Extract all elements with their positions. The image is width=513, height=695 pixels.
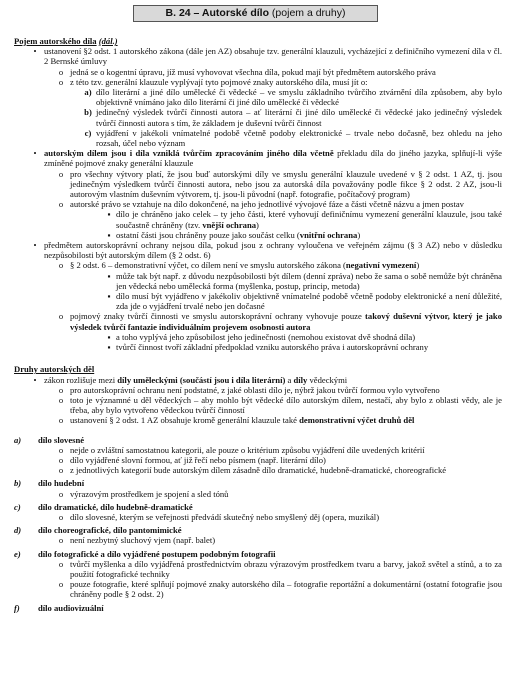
list-item: b) jedinečný výsledek tvůrčí činnosti autora – ať literární či jiné dílo umělecké či vědecké jako jedinečný výsledek tvůrčí činnosti autora s tím, že základem je duševní tvůrčí činnost [84,107,502,128]
section-heading-kinds: Druhy autorských děl [14,364,95,375]
list-item: c) vyjádření v jakékoli vnímatelné podobě včetně podoby elektronické – trvale nebo dočasně, bez ohledu na jeho rozsah, účel nebo význam [84,127,502,149]
kind-heading: f) dílo audiovizuální [14,602,104,613]
list-item: o § 2 odst. 6 – demonstrativní výčet, co dílem není ve smyslu autorského zákona (negativní vymezení) [58,260,420,271]
list-item: o z jednotlivých kategorií bude autorským dílem zásadně dílo dramatické, hudebně-dramatické, choreografické [58,465,447,476]
title-suffix: (pojem a druhy) [269,7,346,19]
list-item: ▪ dílo je chráněno jako celek – ty jeho části, které vyhovují definičnímu vymezení generální klauzule, jsou také součastně chráněny (tzv. vnější ochrana) [107,209,502,230]
list-item: o z této tzv. generální klauzule vyplývají tyto pojmové znaky autorského díla, musí jít o: [58,76,368,87]
list-item: o pro autorskoprávní ochranu není podstatné, z jaké oblasti dílo je, nýbrž jakou tvůrčí formou vylo vytvořeno [58,384,440,395]
list-item: o pro všechny výtvory platí, že jsou buď autorskými díly ve smyslu generální klauzule uvedené v § 2 odst. 1 AZ, tj. jsou jedinečným výsledkem tvůrčí činnosti autora, nebo jsou za autorská díla považovány podle fikce § 2 odst. 2 AZ, jsou-li autorovým vlastním duševním výtvorem, tj. jsou-li původní (např. fotografie, počítačový program) [58,168,502,200]
list-item: o není nezbytný sluchový vjem (např. balet) [58,535,216,546]
kinds-list [14,435,502,613]
kind-heading: d) dílo choreografické, dílo pantomimické [14,525,182,536]
list-item: o autorské právo se vztahuje na dílo dokončené, na jeho jednotlivé vývojové fáze a části včetně názvu a jmen postav [58,199,464,210]
kind-heading: a) dílo slovesné [14,434,85,445]
list-item: o jedná se o kogentní úpravu, jíž musí vyhovovat všechna díla, pokud mají být předmětem autorského práva [58,66,436,77]
list-item: o ustanovení § 2 odst. 1 AZ obsahuje kromě generální klauzule také demonstrativní výčet druhů děl [58,415,415,426]
list-item: o tvůrčí myšlenka a dílo vyjádřená prostřednictvím obrazu výrazovým prostředkem tvaru a barvy, jakož světel a stínů, a to za použití fotografické techniky [58,558,502,579]
list-item: • zákon rozlišuje mezi díly uměleckými (součástí jsou i díla literární) a díly vědeckými [33,374,348,385]
kind-heading: c) dílo dramatické, dílo hudebně-dramatické [14,501,193,512]
list-item: o toto je významné u děl vědeckých – aby mohlo být vědecké dílo autorským dílem, nestačí, aby bylo z oblasti vědy, ale je třeba, aby bylo vytvořeno vědeckou tvůrčí činností [58,394,502,416]
list-item: • ustanovení §2 odst. 1 autorského zákona (dále jen AZ) obsahuje tzv. generální klauzuli, vycházející z definičního vymezení díla v čl. 2 Bernské úmluvy [33,46,502,67]
section-heading-concept: Pojem autorského díla (dál.) [14,36,118,46]
list-item: o pojmový znaky tvůrčí činnosti ve smyslu autorskoprávní ochrany vyhovuje pouze takový duševní výtvor, který je jako výsledek tvůrčí fantazie individuálním projevem osobnosti autora [58,311,503,332]
list-item: ▪ dílo musí být vyjádřeno v jakékoliv objektivně vnímatelné podobě včetně podoby elektronické a není důležité, zda jde o vyjádření trvalé nebo jen dočasné [107,291,502,312]
list-item: o výrazovým prostředkem je spojení a sled tónů [58,488,229,499]
title-box [133,5,378,22]
list-item: • předmětem autorskoprávní ochrany nejsou díla, pokud jsou z ochrany vyloučena ve veřejném zájmu (§ 3 AZ) nebo v důsledku nezpůsobilosti být autorským dílem (§ 2 odst. 6) [33,240,502,261]
list-item: o pouze fotografie, které splňují pojmové znaky autorského díla – fotografie reportážní a dokumentární (ostatní fotografie jsou chráněny podle § 2 odst. 2) [58,579,502,600]
list-item: o nejde o zvláštní samostatnou kategorii, ale pouze o kritérium způsobu vyjádření díle uvedených kritérií [58,444,425,455]
list-item: ▪ tvůrčí činnost tvoří základní předpoklad vzniku autorského práva i autorskoprávní ochrany [107,342,429,353]
list-item: o dílo vyjádřené slovní formou, ať již řečí nebo písmem (např. literární dílo) [58,454,326,465]
list-item: a) dílo literární a jiné dílo umělecké či vědecké – ve smyslu základního tvůrčího ztvárnění díla způsobem, aby bylo objektivně vnímáno jako dílo literární či jiné dílo umělecké či vědecké [84,87,502,108]
title-code: B. 24 – Autorské dílo [165,7,270,19]
list-item: ▪ ostatní části jsou chráněny pouze jako součást celku (vnitřní ochrana) [107,229,361,240]
content [14,36,502,613]
list-item: o dílo slovesné, kterým se veřejnosti předvádí skutečný nebo smyšlený děj (opera, muzikál) [58,511,380,522]
list-item: • autorským dílem jsou i díla vzniklá tvůrčím zpracováním jiného díla včetně překladu díla do jiného jazyka, splňují-li výše zmíněné pojmové znaky generální klauzule [33,148,502,169]
kind-heading: e) dílo fotografické a dílo vyjádřené postupem podobným fotografii [14,548,276,559]
list-item: ▪ může tak být např. z důvodu nezpůsobilosti být dílem (denní zpráva) nebo že sama o sobě nemůže být chráněna jen vědecká nebo umělecká forma (myšlenka, postup, princip, metoda) [107,270,502,291]
list-item: ▪ a toho vyplývá jeho způsobilost jeho jedinečnosti (nemohou existovat dvě shodná díla) [107,331,416,342]
kind-heading: b) dílo hudební [14,478,85,489]
